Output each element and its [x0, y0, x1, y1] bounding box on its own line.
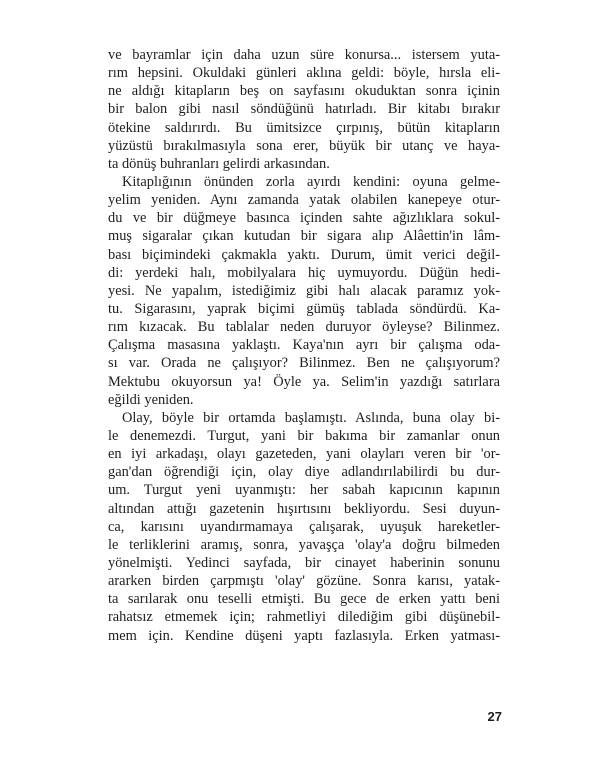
text-line: yesi. Ne yapalım, istediğimiz gibi halı alacak paramız yok- — [108, 282, 500, 299]
text-line: tu. Sigarasını, yaprak biçimi gümüş tablada söndürdü. Ka- — [108, 300, 500, 317]
text-line: ve bayramlar için daha uzun süre konursa... istersem yuta- — [108, 47, 500, 63]
text-line: ararken birden çarpmıştı 'olay' gözüne. Sonra karısı, yatak- — [108, 573, 500, 590]
text-line: mem için. Kendine düşeni yaptı fazlasıyla. Erken yatması- — [108, 627, 500, 644]
text-line: ne aldığı kitapların beş on sayfasını okuduktan sonra içinin — [108, 83, 500, 100]
body-text — [108, 46, 500, 645]
text-line: um. Turgut yeni uyanmıştı: her sabah kapıcının kapının — [108, 482, 500, 499]
text-line: gan'dan öğrendiği için, olay diye adlandırılabilirdi bu dur- — [108, 464, 500, 481]
text-line: Olay, böyle bir ortamda başlamıştı. Aslında, buna olay bi- — [122, 409, 500, 426]
text-line: rım hepsini. Okuldaki günleri aklına geldi: böyle, hırsla eli- — [108, 65, 500, 82]
text-line: le terliklerini aramış, sonra, yavaşça 'olay'a doğru bilmeden — [108, 536, 500, 553]
page-number: 27 — [487, 709, 502, 724]
text-line: bir balon gibi nasıl söndüğünü hatırladı. Bir kitabı bırakır — [108, 101, 500, 118]
text-line: yönelmişti. Yedinci sayfada, bir cinayet haberinin sonunu — [108, 554, 500, 571]
text-line: yüzüstü bırakılmasıyla sona erer, büyük bir utanç ve haya- — [108, 137, 500, 154]
text-line: Kitaplığının önünden zorla ayırdı kendini: oyuna gelme- — [122, 173, 500, 190]
text-line: rahatsız etmemek için; rahmetliyi dilediğim gibi düşünebil- — [108, 609, 500, 626]
text-line: eğildi yeniden. — [108, 391, 194, 408]
text-line: ta dönüş buhranları gelirdi arkasından. — [108, 155, 330, 172]
text-line: sı var. Orada ne çalışıyor? Bilinmez. Ben ne çalışıyorum? — [108, 355, 500, 372]
text-line: ta sarılarak onu teselli etmişti. Bu gece de erken yattı beni — [108, 591, 500, 608]
text-line: altından attığı gazetenin hışırtısını bekliyordu. Sesi duyun- — [108, 500, 500, 517]
text-line: Mektubu okuyorsun ya! Öyle ya. Selim'in yazdığı satırlara — [108, 373, 500, 390]
text-line: le denemezdi. Turgut, yani bir bakıma bir zamanlar onun — [108, 427, 500, 444]
text-line: Çalışma masasına yaklaştı. Kaya'nın ayrı bir çalışma oda- — [108, 337, 500, 354]
text-line: bası biçimindeki çakmakla yaktı. Durum, ümit verici değil- — [108, 246, 500, 263]
text-line: du ve bir düğmeye basınca içinden sahte ağızlıklara sokul- — [108, 210, 500, 227]
text-line: en iyi arkadaşı, olayı gazeteden, yani olayları veren bir 'or- — [108, 446, 500, 463]
text-line: ötekine saldırırdı. Bu ümitsizce çırpınış, bütün kitapların — [108, 119, 500, 136]
text-line: rım kızacak. Bu tablalar neden duruyor öyleyse? Bilinmez. — [108, 319, 500, 336]
text-line: muş sigaralar çıkan kutudan bir sigara alıp Alâettin'in lâm- — [108, 228, 500, 245]
text-line: yelim yeniden. Aynı zamanda yatak olabilen kanepeye otur- — [108, 192, 500, 209]
text-line: ca, karısını uyandırmamaya çalışarak, uyuşuk hareketler- — [108, 518, 500, 535]
text-line: di: yerdeki halı, mobilyalara hiç uymuyordu. Düğün hedi- — [108, 264, 500, 281]
